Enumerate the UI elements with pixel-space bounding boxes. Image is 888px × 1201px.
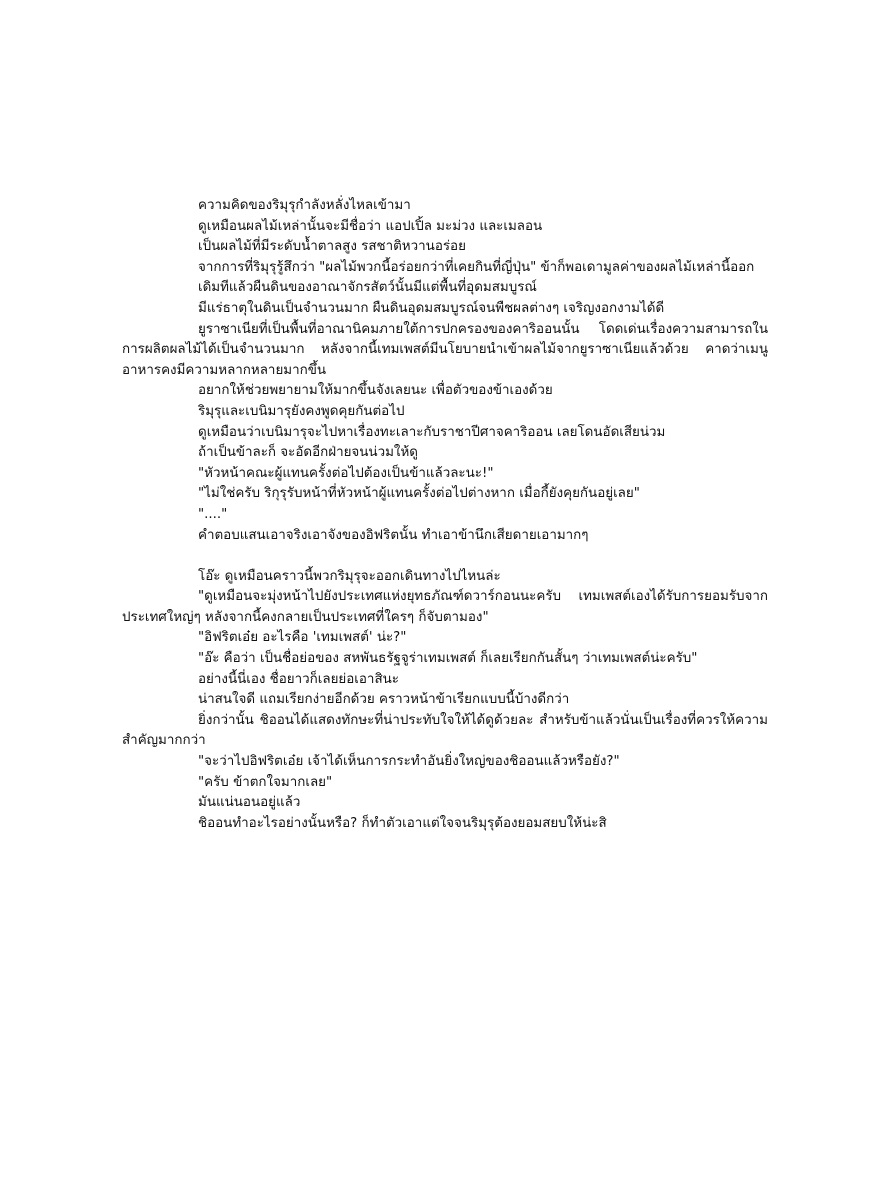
paragraph: ดูเหมือนว่าเบนิมารุจะไปหาเรื่องทะเลาะกับราชาปีศาจคาริออน เลยโดนอัดเสียน่วม: [198, 424, 666, 440]
paragraph: มีแร่ธาตุในดินเป็นจำนวนมาก ผืนดินอุดมสมบูรณ์จนพืชผลต่างๆ เจริญงอกงามได้ดี: [198, 300, 665, 316]
paragraph: เดิมทีแล้วผืนดินของอาณาจักรสัตว์นั้นมีแต่พื้นที่อุดมสมบูรณ์: [198, 280, 537, 296]
paragraph: โอ๊ะ ดูเหมือนคราวนี้พวกริมุรุจะออกเดินทางไปไหนล่ะ: [198, 568, 501, 584]
paragraph: "อิฟริตเอ๋ย อะไรคือ 'เทมเพสต์' น่ะ?": [198, 630, 407, 646]
paragraph: ยูราซาเนียที่เป็นพื้นที่อาณานิคมภายใต้การปกครองของคาริออนนั้น โดดเด่นเรื่องความสามารถในการผลิตผลไม้ได้เป็นจำนวนมาก หลังจากนี้เทมเพสต์มีนโยบายนำเข้าผลไม้จากยูราซาเนียแล้วด้วย คาดว่าเมนูอาหารคงมีความหลากหลายมากขึ้น: [122, 321, 768, 378]
paragraph: จากการที่ริมุรุรู้สึกว่า "ผลไม้พวกนี้อร่อยกว่าที่เคยกินที่ญี่ปุ่น" ข้าก็พอเดามูลค่าของผลไม้เหล่านี้ออก: [198, 259, 755, 275]
paragraph: ยิ่งกว่านั้น ชิออนได้แสดงทักษะที่น่าประทับใจให้ได้ดูด้วยละ สำหรับข้าแล้วนั่นเป็นเรื่องที่ควรให้ความสำคัญมากกว่า: [122, 712, 768, 749]
paragraph: "ดูเหมือนจะมุ่งหน้าไปยังประเทศแห่งยุทธภัณฑ์ดวาร์กอนนะครับ เทมเพสต์เองได้รับการยอมรับจากประเทศใหญ่ๆ หลังจากนี้คงกลายเป็นประเทศที่ใครๆ ก็จับตามอง": [122, 589, 768, 625]
paragraph: "ไม่ใช่ครับ ริกุรุรับหน้าที่หัวหน้าผู้แทนครั้งต่อไปต่างหาก เมื่อกี้ยังคุยกันอยู่เลย": [198, 486, 640, 502]
paragraph: "หัวหน้าคณะผู้แทนครั้งต่อไปต้องเป็นข้าแล้วละนะ!": [198, 465, 494, 481]
paragraph: "ครับ ข้าตกใจมากเลย": [198, 774, 333, 790]
paragraph: ความคิดของริมุรุกำลังหลั่งไหลเข้ามา: [198, 198, 411, 213]
paragraph: มันแน่นอนอยู่แล้ว: [198, 795, 301, 811]
paragraph: ริมุรุและเบนิมารุยังคงพูดคุยกันต่อไป: [198, 403, 405, 419]
paragraph: น่าสนใจดี แถมเรียกง่ายอีกด้วย คราวหน้าข้าเรียกแบบนี้บ้างดีกว่า: [198, 692, 570, 708]
paragraph: อยากให้ช่วยพยายามให้มากขึ้นจังเลยนะ เพื่อตัวของข้าเองด้วย: [198, 383, 553, 399]
paragraph: "จะว่าไปอิฟริตเอ๋ย เจ้าได้เห็นการกระทำอันยิ่งใหญ่ของชิออนแล้วหรือยัง?": [198, 754, 620, 770]
paragraph: อย่างนี้นี่เอง ชื่อยาวก็เลยย่อเอาสินะ: [198, 671, 399, 687]
paragraph: "อ๊ะ คือว่า เป็นชื่อย่อของ สหพันธรัฐจูร่าเทมเพสต์ ก็เลยเรียกกันสั้นๆ ว่าเทมเพสต์น่ะครับ": [198, 651, 698, 667]
document-body: [122, 196, 768, 834]
paragraph: "....": [198, 506, 228, 522]
paragraph: คำตอบแสนเอาจริงเอาจังของอิฟริตนั้น ทำเอาข้านึกเสียดายเอามากๆ: [198, 527, 589, 543]
blank-line: [122, 546, 768, 567]
paragraph: ชิออนทำอะไรอย่างนั้นหรือ? ก็ทำตัวเอาแต่ใจจนริมุรุต้องยอมสยบให้น่ะสิ: [198, 815, 607, 831]
paragraph: เป็นผลไม้ที่มีระดับน้ำตาลสูง รสชาติหวานอร่อย: [198, 239, 466, 255]
paragraph: ดูเหมือนผลไม้เหล่านั้นจะมีชื่อว่า แอปเปิ้ล มะม่วง และเมลอน: [198, 218, 543, 234]
paragraph: ถ้าเป็นข้าละก็ จะอัดอีกฝ่ายจนน่วมให้ดู: [198, 445, 418, 461]
